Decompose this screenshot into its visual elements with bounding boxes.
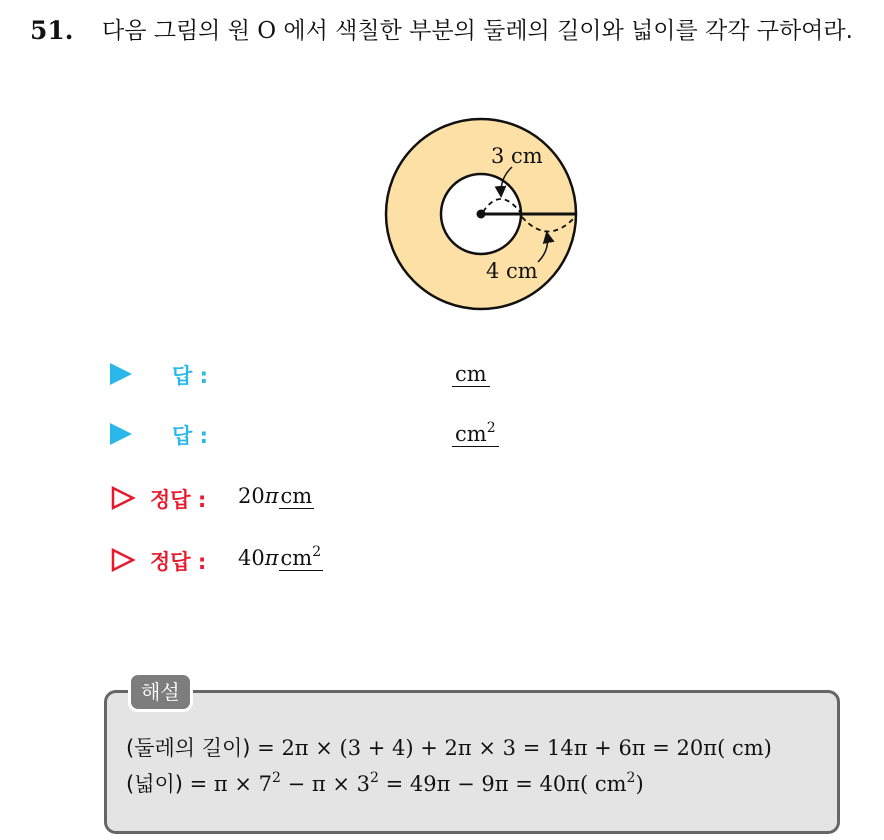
answer-play-icon [110,363,132,385]
inner-radius-label: 3 cm [491,144,543,168]
correct-label: 정답 : [150,488,207,512]
question-text: 다음 그림의 원 O 에서 색칠한 부분의 둘레의 길이와 넓이를 각각 구하여라. [102,18,853,44]
answer-input-area[interactable]: $cm^2$ [452,422,499,447]
correct-value: 40πcm$^2$ [238,544,322,570]
solution-tag: 해설 [128,672,193,712]
correct-label: 정답 : [150,550,207,574]
circle-name: O [257,18,277,44]
correct-play-outline-icon [110,485,136,511]
outer-segment-label: 4 cm [486,259,538,283]
answer-label: 답 : [172,364,208,388]
answer-label: 답 : [172,424,208,448]
solution-box [104,690,840,834]
solution-line-perimeter: (둘레의 길이) = 2π × (3 + 4) + 2π × 3 = 14π + 6π = 20π( cm) [126,736,772,760]
correct-value: 20πcm [238,484,313,508]
answer-play-icon [110,423,132,445]
solution-line-area: (넓이) = $\pi \times 7^2 - \pi \times 3^2 = 49\pi - 9\pi = 40\pi$( $cm^2$) [126,770,644,796]
correct-play-outline-icon [110,547,136,573]
question-number: 51. [30,16,74,45]
answer-input-perimeter[interactable]: cm [452,362,490,387]
